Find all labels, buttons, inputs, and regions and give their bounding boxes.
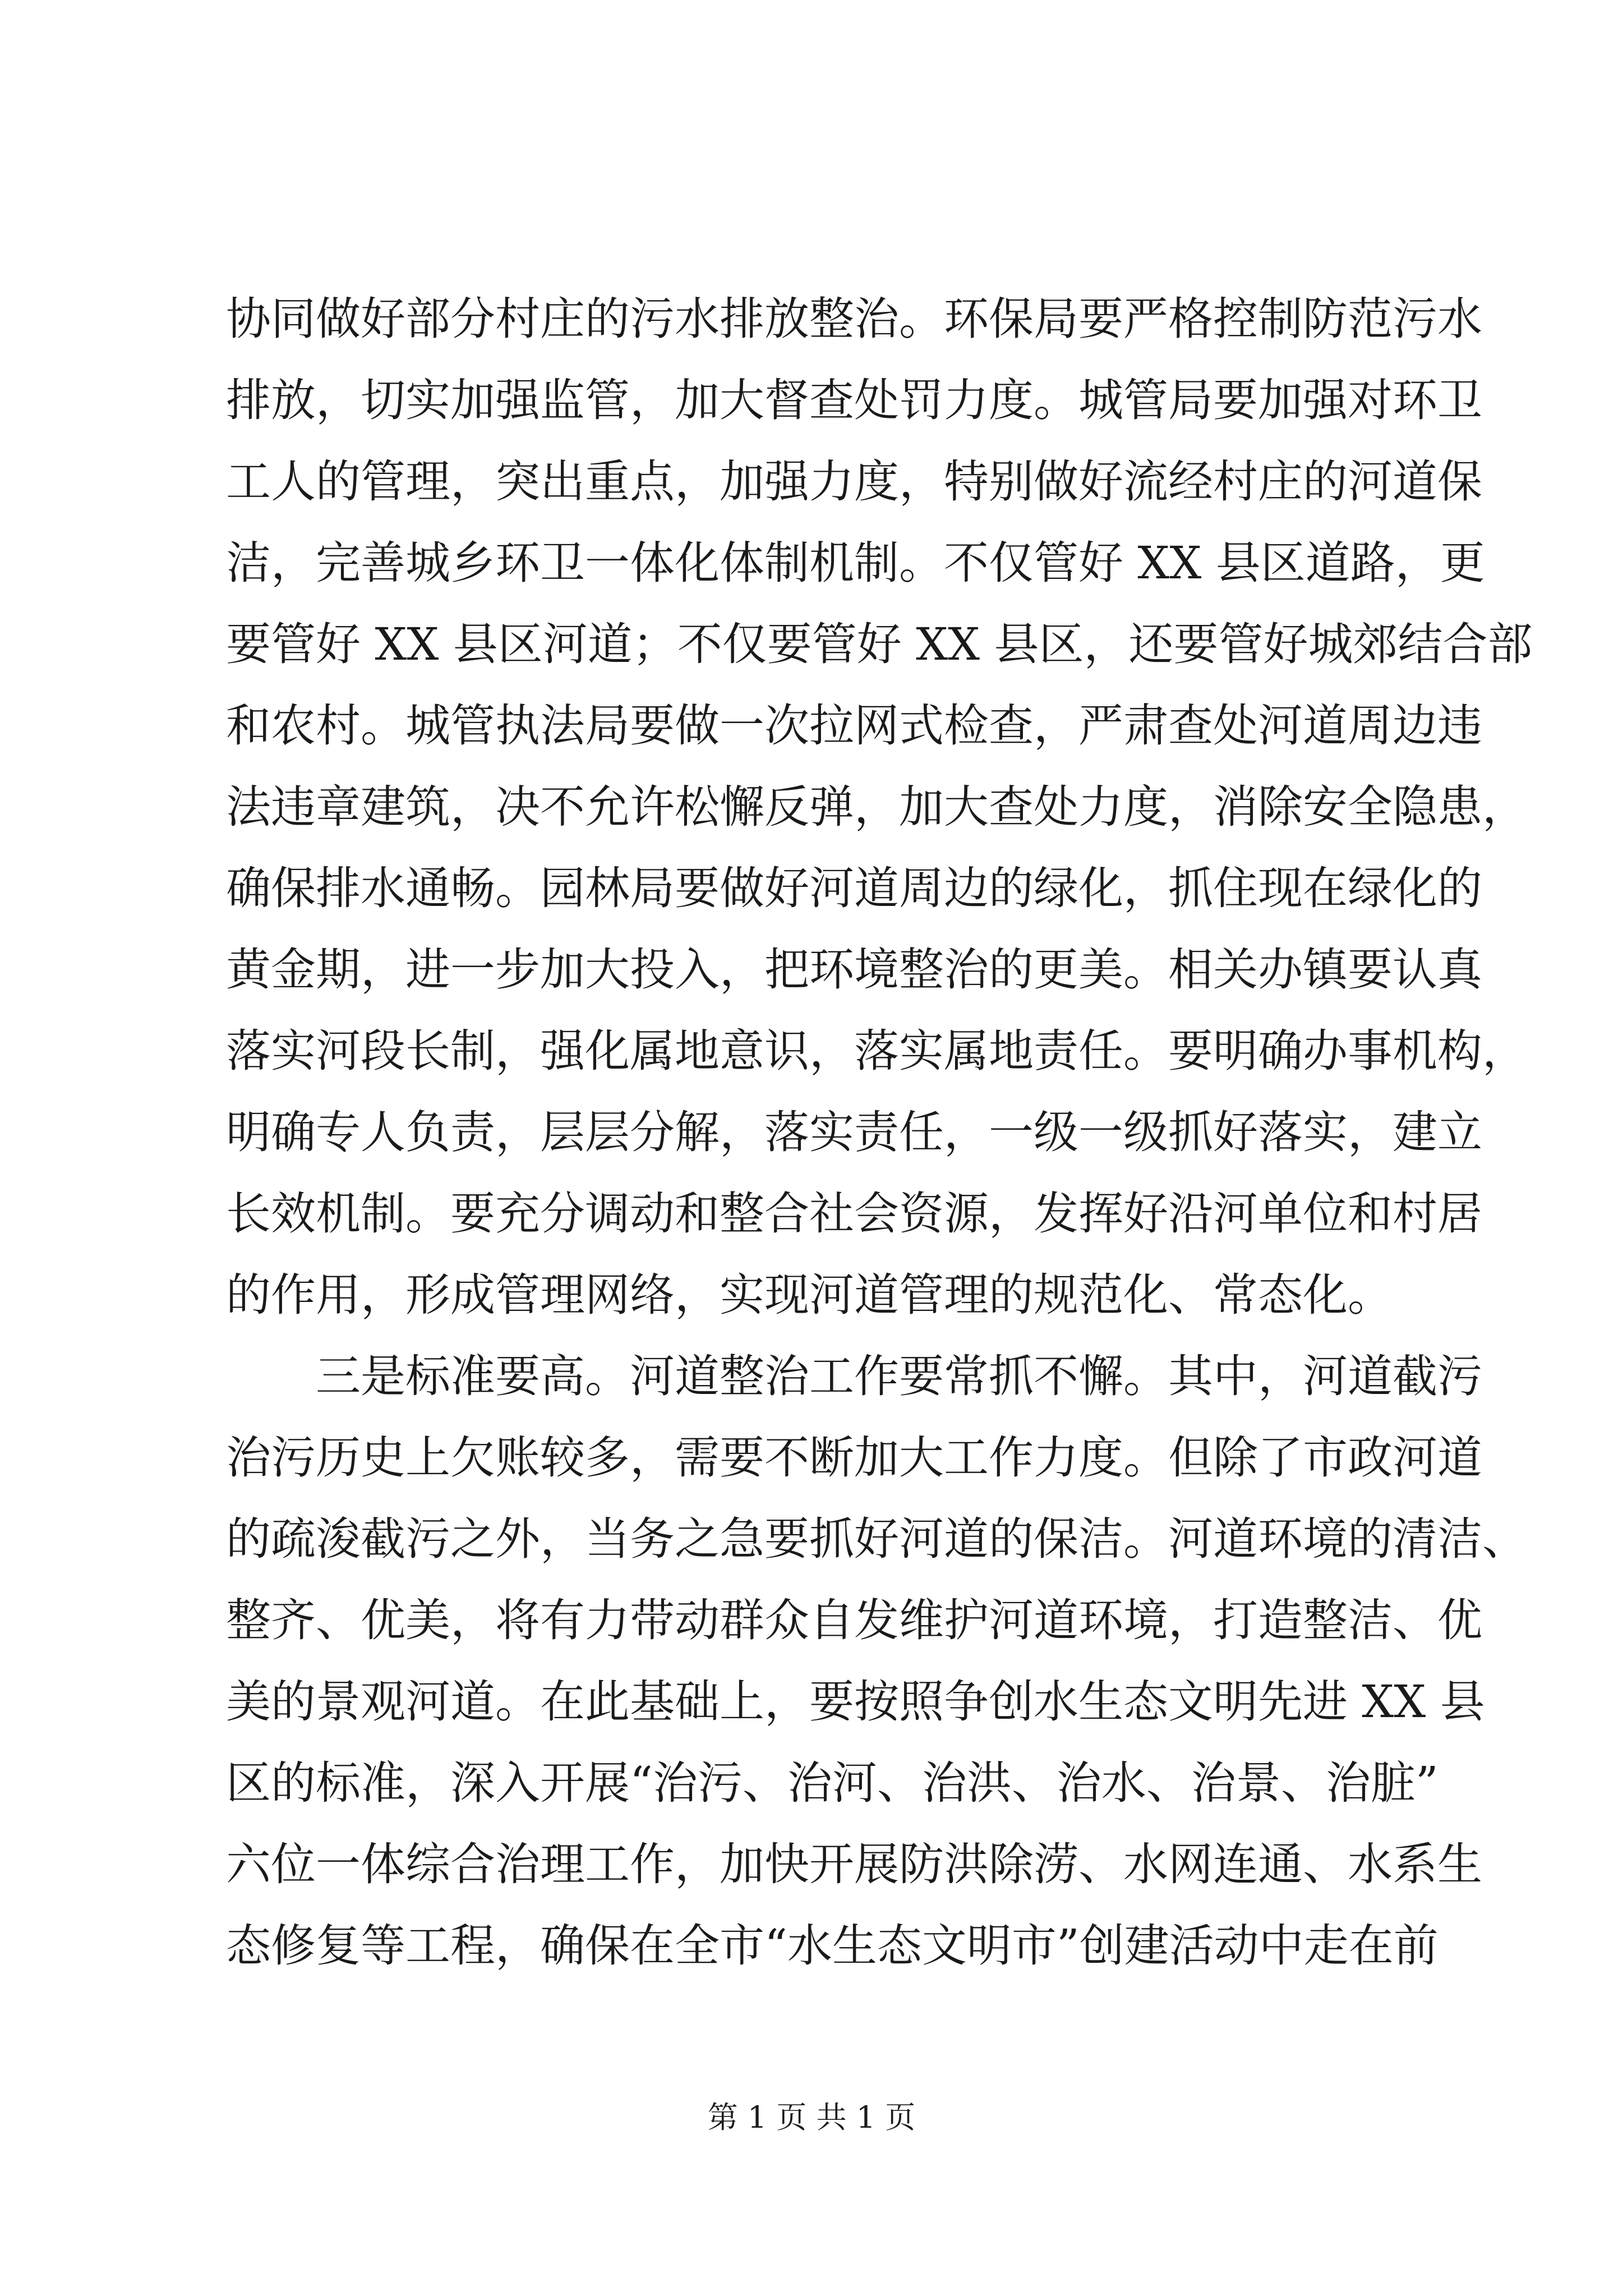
text-line: 和农村。城管执法局要做一次拉网式检查，严肃查处河道周边违 <box>226 700 1482 752</box>
text-line: 六位一体综合治理工作，加快开展防洪除涝、水网连通、水系生 <box>226 1838 1482 1890</box>
text-line: 美的景观河道。在此基础上，要按照争创水生态文明先进 XX 县 <box>226 1676 1485 1728</box>
text-line: 洁，完善城乡环卫一体化体制机制。不仅管好 XX 县区道路，更 <box>226 537 1485 589</box>
text-line: 法违章建筑，决不允许松懈反弹，加大查处力度，消除安全隐患， <box>226 781 1527 833</box>
text-line: 工人的管理，突出重点，加强力度，特别做好流经村庄的河道保 <box>226 455 1482 508</box>
text-line: 确保排水通畅。园林局要做好河道周边的绿化，抓住现在绿化的 <box>226 862 1482 914</box>
text-line: 明确专人负责，层层分解，落实责任，一级一级抓好落实，建立 <box>226 1106 1482 1158</box>
paragraph-last-line: 的作用，形成管理网络，实现河道管理的规范化、常态化。 <box>226 1269 1393 1321</box>
text-line: 的疏浚截污之外，当务之急要抓好河道的保洁。河道环境的清洁、 <box>226 1513 1527 1565</box>
paragraph-first-line: 三是标准要高。河道整治工作要常抓不懈。其中，河道截污 <box>316 1350 1482 1402</box>
text-line: 排放，切实加强监管，加大督查处罚力度。城管局要加强对环卫 <box>226 374 1482 426</box>
text-line: 治污历史上欠账较多，需要不断加大工作力度。但除了市政河道 <box>226 1432 1482 1484</box>
page-number-footer: 第 1 页 共 1 页 <box>707 2100 916 2135</box>
text-line: 协同做好部分村庄的污水排放整治。环保局要严格控制防范污水 <box>226 293 1482 345</box>
text-line: 黄金期，进一步加大投入，把环境整治的更美。相关办镇要认真 <box>226 944 1482 996</box>
text-line: 态修复等工程，确保在全市“水生态文明市”创建活动中走在前 <box>226 1920 1438 1972</box>
text-line: 要管好 XX 县区河道；不仅要管好 XX 县区，还要管好城郊结合部 <box>226 618 1533 670</box>
text-line: 长效机制。要充分调动和整合社会资源，发挥好沿河单位和村居 <box>226 1188 1482 1240</box>
text-line: 落实河段长制，强化属地意识，落实属地责任。要明确办事机构， <box>226 1025 1527 1077</box>
text-line: 整齐、优美，将有力带动群众自发维护河道环境，打造整洁、优 <box>226 1594 1482 1646</box>
text-line: 区的标准，深入开展“治污、治河、治洪、治水、治景、治脏” <box>226 1757 1438 1809</box>
